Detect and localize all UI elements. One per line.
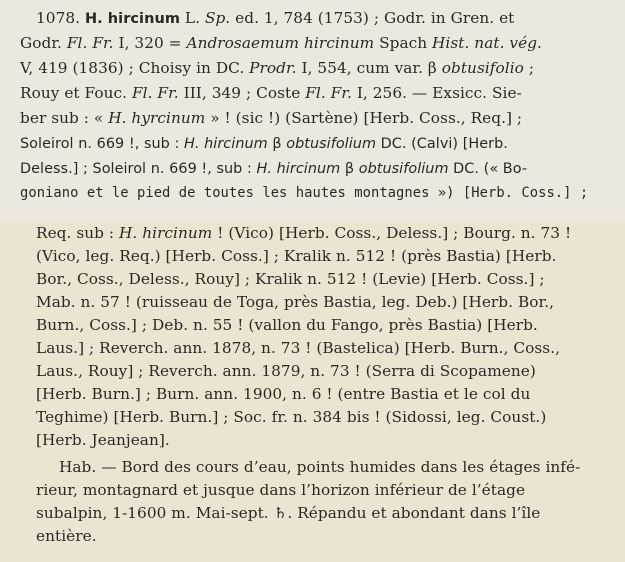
text-line: [Herb. Burn.] ; Burn. ann. 1900, n. 6 ! (entre Bastia et le col du <box>36 385 531 403</box>
text-line: Teghime) [Herb. Burn.] ; Soc. fr. n. 384 bis ! (Sidossi, leg. Coust.) <box>36 408 547 426</box>
text-line: Req. sub : H. hircinum ! (Vico) [Herb. Coss., Deless.] ; Bourg. n. 73 ! <box>36 224 572 242</box>
text-line: Godr. Fl. Fr. I, 320 = Androsaemum hircinum Spach Hist. nat. vég. <box>20 34 542 52</box>
text-line: Laus., Rouy] ; Reverch. ann. 1879, n. 73 ! (Serra di Scopamene) <box>36 362 536 380</box>
text-line: 1078. H. hircinum L. Sp. ed. 1, 784 (1753) ; Godr. in Gren. et <box>36 9 515 27</box>
text-line: Deless.] ; Soleirol n. 669 !, sub : H. hircinum β obtusifolium DC. (« Bo- <box>20 161 528 177</box>
text-line: Soleirol n. 669 !, sub : H. hircinum β obtusifolium DC. (Calvi) [Herb. <box>20 136 508 152</box>
text-line: Burn., Coss.] ; Deb. n. 55 ! (vallon du Fango, près Bastia) [Herb. <box>36 316 538 334</box>
text-line: entière. <box>36 527 97 545</box>
lower-text-block <box>0 222 625 562</box>
text-line: Rouy et Fouc. Fl. Fr. III, 349 ; Coste Fl. Fr. I, 256. — Exsicc. Sie- <box>20 84 522 102</box>
text-line: ber sub : « H. hyrcinum » ! (sic !) (Sartène) [Herb. Coss., Req.] ; <box>20 109 523 127</box>
text-line: Mab. n. 57 ! (ruisseau de Toga, près Bastia, leg. Deb.) [Herb. Bor., <box>36 293 555 311</box>
species-name: H. hircinum <box>84 11 180 27</box>
text-line: V, 419 (1836) ; Choisy in DC. Prodr. I, 554, cum var. β obtusifolio ; <box>20 59 535 77</box>
text-line: [Herb. Jeanjean]. <box>36 431 170 449</box>
habitat-line: Hab. — Bord des cours d’eau, points humides dans les étages infé- <box>59 458 581 476</box>
upper-text-block <box>0 0 625 223</box>
text-line: rieur, montagnard et jusque dans l’horizon inférieur de l’étage <box>36 481 526 499</box>
text-line: subalpin, 1-1600 m. Mai-sept. ♄. Répandu et abondant dans l’île <box>36 504 541 522</box>
text-line: Bor., Coss., Deless., Rouy] ; Kralik n. 512 ! (Levie) [Herb. Coss.] ; <box>36 270 545 288</box>
text-line: goniano et le pied de toutes les hautes montagnes ») [Herb. Coss.] ; <box>20 185 589 201</box>
text-line: (Vico, leg. Req.) [Herb. Coss.] ; Kralik n. 512 ! (près Bastia) [Herb. <box>36 247 557 265</box>
text-line: Laus.] ; Reverch. ann. 1878, n. 73 ! (Bastelica) [Herb. Burn., Coss., <box>36 339 561 357</box>
